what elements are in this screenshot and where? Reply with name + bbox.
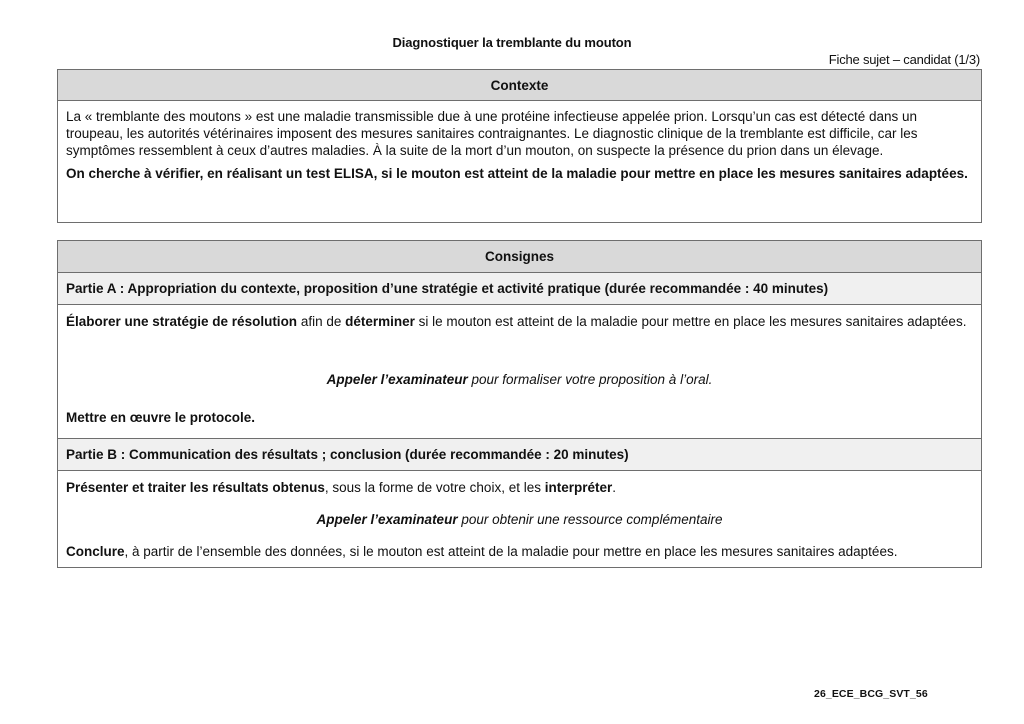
contexte-body [58, 101, 981, 182]
partie-b-title: Partie B : Communication des résultats ; conclusion (durée recommandée : 20 minutes) [58, 438, 981, 471]
fiche-label: Fiche sujet – candidat (1/3) [828, 52, 980, 67]
protocol-text: Mettre en œuvre le protocole. [66, 410, 256, 425]
partie-a-instruction [66, 313, 973, 330]
instruction-bold: interpréter [544, 480, 613, 495]
instruction-bold: déterminer [345, 314, 415, 329]
partie-a-section [58, 305, 981, 438]
contexte-objective: On cherche à vérifier, en réalisant un test ELISA, si le mouton est atteint de la maladie pour mettre en place les mesures sanitaires adaptées. [66, 166, 968, 181]
call-examiner-bold: Appeler l’examinateur [326, 372, 468, 387]
conclusion-bold: Conclure [66, 544, 125, 559]
instruction-text: . [612, 480, 617, 495]
contexte-heading: Contexte [58, 70, 981, 101]
partie-a-protocol [66, 409, 973, 426]
contexte-paragraph: La « tremblante des moutons » est une maladie transmissible due à une protéine infectieuse appelée prion. Lorsqu’un cas est détecté dans un troupeau, les autorités vétérinaires imposent des mesures sanitaires contraignantes. Le diagnostic clinique de la tremblante est difficile, car les symptômes ressemblent à ceux d’autres maladies. À la suite de la mort d’un mouton, on suspecte la présence du prion dans un élevage. [66, 109, 918, 158]
consignes-heading: Consignes [58, 241, 981, 273]
instruction-bold: Présenter et traiter les résultats obtenus [66, 480, 325, 495]
partie-b-conclusion [66, 543, 973, 560]
instruction-bold: Élaborer une stratégie de résolution [66, 314, 298, 329]
call-examiner-bold: Appeler l’examinateur [316, 512, 458, 527]
instruction-text: si le mouton est atteint de la maladie pour mettre en place les mesures sanitaires adaptées. [414, 314, 967, 329]
document-reference: 26_ECE_BCG_SVT_56 [814, 688, 928, 700]
call-examiner-text: pour formaliser votre proposition à l’oral. [467, 372, 713, 387]
conclusion-text: , à partir de l’ensemble des données, si le mouton est atteint de la maladie pour mettre en place les mesures sanitaires adaptées. [124, 544, 898, 559]
partie-b-instruction [66, 479, 973, 496]
partie-b-section [58, 471, 981, 565]
partie-b-call-examiner [66, 511, 973, 528]
call-examiner-text: pour obtenir une ressource complémentaire [457, 512, 723, 527]
instruction-text: afin de [297, 314, 346, 329]
document-title: Diagnostiquer la tremblante du mouton [392, 35, 632, 50]
partie-a-title: Partie A : Appropriation du contexte, proposition d’une stratégie et activité pratique (durée recommandée : 40 minutes) [58, 273, 981, 305]
instruction-text: , sous la forme de votre choix, et les [324, 480, 545, 495]
partie-a-call-examiner [66, 371, 973, 388]
consignes-box [57, 240, 982, 568]
contexte-box [57, 69, 982, 223]
